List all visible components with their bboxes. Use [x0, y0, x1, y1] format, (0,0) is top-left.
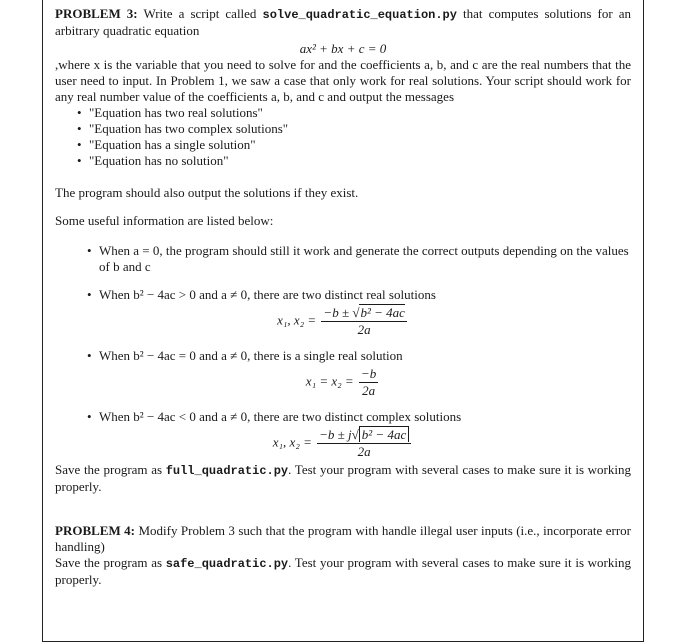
formula-numerator	[321, 305, 407, 322]
script-name: solve_quadratic_equation.py	[262, 8, 457, 22]
message-list	[55, 105, 631, 169]
complex-formula	[55, 427, 631, 460]
problem3-intro-b: that computes solutions for an arbitrary quadratic equation	[55, 6, 632, 38]
useful-info: Some useful information are listed below:	[55, 213, 274, 228]
formula-numerator	[317, 427, 411, 444]
problem3-heading: PROBLEM 3:	[55, 6, 138, 21]
save-filename: full_quadratic.py	[165, 464, 289, 478]
formula-lhs: x₁, x₂ =	[272, 434, 312, 450]
save-suffix: . Test your program with several cases to make sure it is working properly.	[55, 555, 631, 587]
problem4-text: Modify Problem 3 such that the program with handle illegal user inputs (i.e., incorporate error handling)	[55, 523, 632, 554]
problem4-save	[55, 555, 631, 588]
formula-lhs: x₁, x₂ =	[277, 312, 317, 328]
problem4-heading: PROBLEM 4:	[55, 523, 135, 538]
problem3-description: ,where x is the variable that you need to solve for and the coefficients a, b, and c are the real numbers that the user need to input. In Problem 1, we saw a case that only work for real solutions. Your script should work for any real number value of the coefficients a, b, and c and output the messages	[55, 57, 631, 104]
formula-denominator: 2a	[357, 322, 371, 337]
case-list	[55, 409, 631, 425]
formula-fraction	[359, 366, 378, 399]
case-complex: • When b² − 4ac < 0 and a ≠ 0, there are two distinct complex solutions	[99, 409, 631, 425]
message-item: • "Equation has two complex solutions"	[89, 121, 631, 137]
problem3-save	[55, 462, 631, 495]
numerator-radicand: b² − 4ac	[359, 426, 409, 442]
formula-numerator: −b	[360, 366, 377, 381]
formula-fraction	[317, 427, 411, 460]
output-note: The program should also output the solutions if they exist.	[55, 185, 359, 200]
formula-denominator: 2a	[357, 444, 371, 459]
problem3-intro	[55, 6, 631, 39]
case-list	[55, 287, 631, 303]
problem4-intro	[55, 523, 631, 555]
formula-lhs: x₁ = x₂ =	[305, 373, 354, 389]
message-item: • "Equation has no solution"	[89, 153, 631, 169]
formula-denominator: 2a	[362, 383, 376, 398]
document-body	[55, 6, 631, 588]
save-filename: safe_quadratic.py	[165, 557, 289, 571]
numerator-prefix: −b ± √	[323, 305, 360, 320]
case-two-real: • When b² − 4ac > 0 and a ≠ 0, there are two distinct real solutions	[99, 287, 631, 303]
case-a-zero: • When a = 0, the program should still it work and generate the correct outputs depending on the values of b and c	[99, 243, 631, 275]
save-prefix: Save the program as	[55, 462, 163, 477]
case-list	[55, 243, 631, 275]
case-list	[55, 348, 631, 364]
message-item: • "Equation has two real solutions"	[89, 105, 631, 121]
two-real-formula	[55, 305, 631, 338]
save-suffix: . Test your program with several cases to make sure it is working properly.	[55, 462, 631, 494]
single-formula	[55, 366, 631, 399]
formula-fraction	[321, 305, 407, 338]
numerator-prefix: −b ± j√	[319, 427, 359, 442]
save-prefix: Save the program as	[55, 555, 163, 570]
problem3-intro-a: Write a script called	[143, 6, 257, 21]
message-item: • "Equation has a single solution"	[89, 137, 631, 153]
case-single: • When b² − 4ac = 0 and a ≠ 0, there is a single real solution	[99, 348, 631, 364]
quadratic-equation: ax² + bx + c = 0	[299, 41, 387, 56]
numerator-radicand: b² − 4ac	[360, 305, 405, 320]
